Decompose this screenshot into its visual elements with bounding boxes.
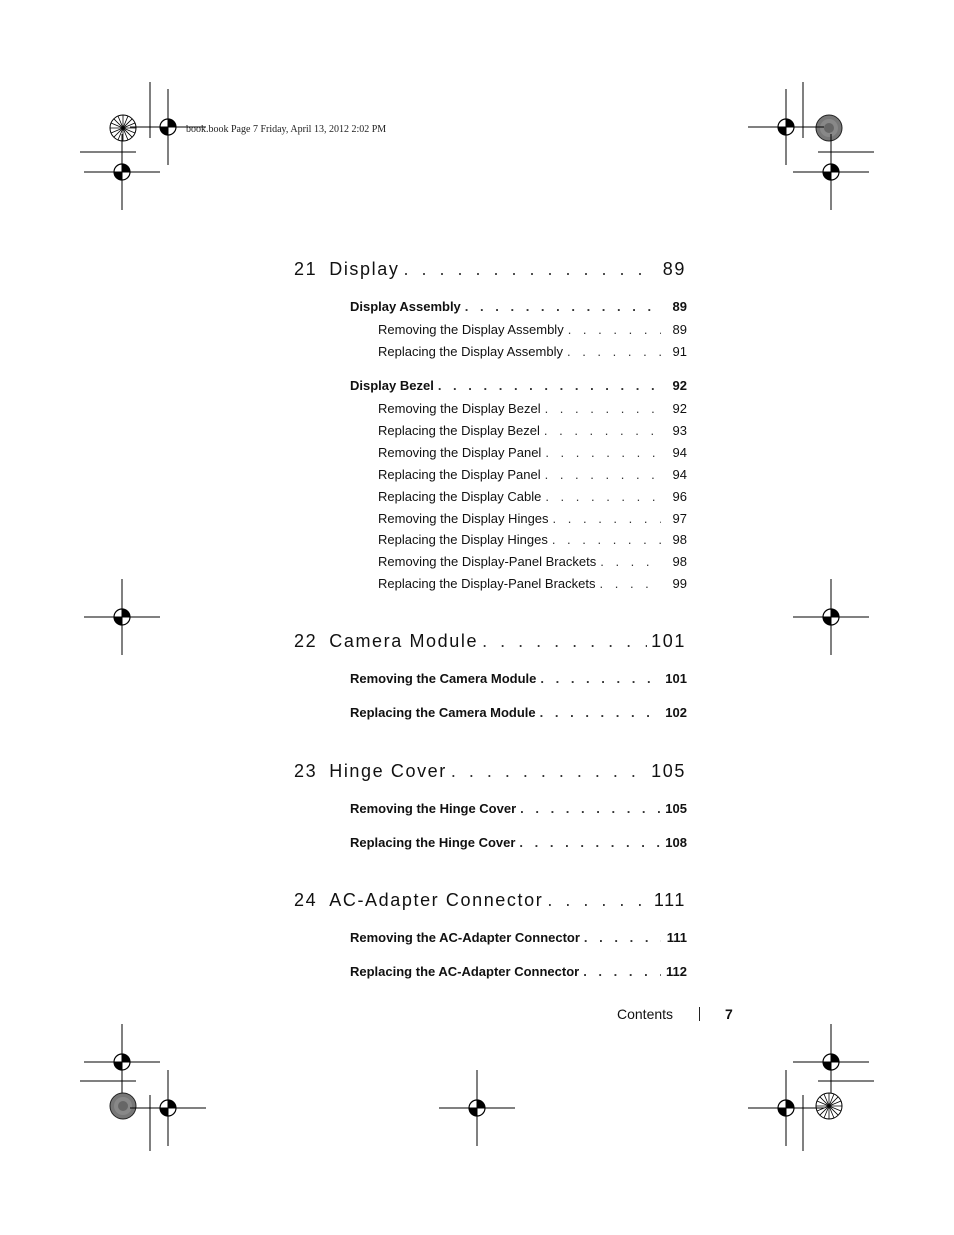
toc-chapter-22[interactable] xyxy=(294,631,686,652)
page-number: 92 xyxy=(672,378,687,393)
section-title: Removing the AC-Adapter Connector xyxy=(350,930,580,945)
page-number: 98 xyxy=(672,554,687,569)
page-number: 105 xyxy=(651,761,686,781)
dot-leader xyxy=(583,964,661,979)
footer-divider xyxy=(699,1007,700,1021)
dot-leader xyxy=(600,576,662,591)
subsection-title: Removing the Display Bezel xyxy=(378,401,541,416)
page-number: 99 xyxy=(672,576,687,591)
page-number: 108 xyxy=(665,835,687,850)
subsection-title: Removing the Display Panel xyxy=(378,445,542,460)
dot-leader xyxy=(567,344,661,359)
page-number: 101 xyxy=(665,671,687,686)
dot-leader xyxy=(545,489,661,504)
subsection-title: Removing the Display-Panel Brackets xyxy=(378,554,597,569)
dot-leader xyxy=(545,467,661,482)
toc-subsection[interactable] xyxy=(378,467,687,482)
toc-section[interactable] xyxy=(350,299,687,314)
section-title: Display Bezel xyxy=(350,378,434,393)
subsection-title: Replacing the Display Assembly xyxy=(378,344,563,359)
section-title: Removing the Camera Module xyxy=(350,671,537,686)
dot-leader xyxy=(540,705,661,720)
subsection-title: Replacing the Display Cable xyxy=(378,489,542,504)
section-title: Display Assembly xyxy=(350,299,461,314)
page-footer xyxy=(617,1006,733,1022)
page-number: 94 xyxy=(672,467,687,482)
print-header-info: book.book Page 7 Friday, April 13, 2012 2:02 PM xyxy=(186,124,387,135)
page-number: 96 xyxy=(672,489,687,504)
toc-chapter-23[interactable] xyxy=(294,761,686,782)
dot-leader xyxy=(403,259,652,280)
page-number: 91 xyxy=(672,344,687,359)
toc-section[interactable] xyxy=(350,930,687,945)
dot-leader xyxy=(482,631,647,652)
page-number: 111 xyxy=(666,930,687,945)
dot-leader xyxy=(545,445,661,460)
toc-subsection[interactable] xyxy=(378,576,687,591)
footer-page-number: 7 xyxy=(725,1006,733,1022)
chapter-number: 21 xyxy=(294,259,318,279)
toc-subsection[interactable] xyxy=(378,423,687,438)
dot-leader xyxy=(438,378,661,393)
section-title: Removing the Hinge Cover xyxy=(350,801,517,816)
toc-section[interactable] xyxy=(350,705,687,720)
subsection-title: Replacing the Display Panel xyxy=(378,467,541,482)
toc-chapter-24[interactable] xyxy=(294,890,686,911)
page-number: 93 xyxy=(672,423,687,438)
toc-subsection[interactable] xyxy=(378,445,687,460)
page-number: 98 xyxy=(672,532,687,547)
dot-leader xyxy=(519,835,661,850)
page-number: 89 xyxy=(662,259,686,279)
page-number: 89 xyxy=(672,322,687,337)
toc-section[interactable] xyxy=(350,801,687,816)
chapter-number: 22 xyxy=(294,631,318,651)
subsection-title: Removing the Display Hinges xyxy=(378,511,549,526)
dot-leader xyxy=(540,671,661,686)
section-title: Replacing the Hinge Cover xyxy=(350,835,516,850)
toc-section[interactable] xyxy=(350,378,687,393)
chapter-title: AC-Adapter Connector xyxy=(329,890,544,910)
toc-section[interactable] xyxy=(350,964,687,979)
toc-chapter-21[interactable] xyxy=(294,259,686,280)
dot-leader xyxy=(600,554,661,569)
toc-section[interactable] xyxy=(350,671,687,686)
dot-leader xyxy=(544,423,661,438)
footer-label: Contents xyxy=(617,1006,674,1022)
chapter-number: 24 xyxy=(294,890,318,910)
chapter-title: Camera Module xyxy=(329,631,479,651)
section-title: Replacing the AC-Adapter Connector xyxy=(350,964,580,979)
chapter-title: Display xyxy=(329,259,400,279)
toc-subsection[interactable] xyxy=(378,322,687,337)
chapter-title: Hinge Cover xyxy=(329,761,447,781)
section-title: Replacing the Camera Module xyxy=(350,705,536,720)
toc-subsection[interactable] xyxy=(378,532,687,547)
dot-leader xyxy=(568,322,661,337)
dot-leader xyxy=(520,801,661,816)
toc-subsection[interactable] xyxy=(378,401,687,416)
page-number: 111 xyxy=(653,890,686,910)
page-number: 89 xyxy=(672,299,687,314)
dot-leader xyxy=(547,890,650,911)
dot-leader xyxy=(584,930,661,945)
page-number: 101 xyxy=(651,631,686,651)
dot-leader xyxy=(451,761,647,782)
page-number: 97 xyxy=(672,511,687,526)
subsection-title: Replacing the Display Hinges xyxy=(378,532,548,547)
dot-leader xyxy=(552,532,661,547)
dot-leader xyxy=(553,511,661,526)
subsection-title: Replacing the Display-Panel Brackets xyxy=(378,576,596,591)
chapter-number: 23 xyxy=(294,761,318,781)
toc-section[interactable] xyxy=(350,835,687,850)
page-number: 105 xyxy=(665,801,687,816)
page-number: 94 xyxy=(672,445,687,460)
dot-leader xyxy=(465,299,661,314)
page-number: 112 xyxy=(666,964,687,979)
toc-subsection[interactable] xyxy=(378,344,687,359)
subsection-title: Replacing the Display Bezel xyxy=(378,423,540,438)
dot-leader xyxy=(545,401,661,416)
toc-subsection[interactable] xyxy=(378,554,687,569)
subsection-title: Removing the Display Assembly xyxy=(378,322,564,337)
page-number: 102 xyxy=(665,705,687,720)
toc-subsection[interactable] xyxy=(378,511,687,526)
page-number: 92 xyxy=(672,401,687,416)
toc-subsection[interactable] xyxy=(378,489,687,504)
